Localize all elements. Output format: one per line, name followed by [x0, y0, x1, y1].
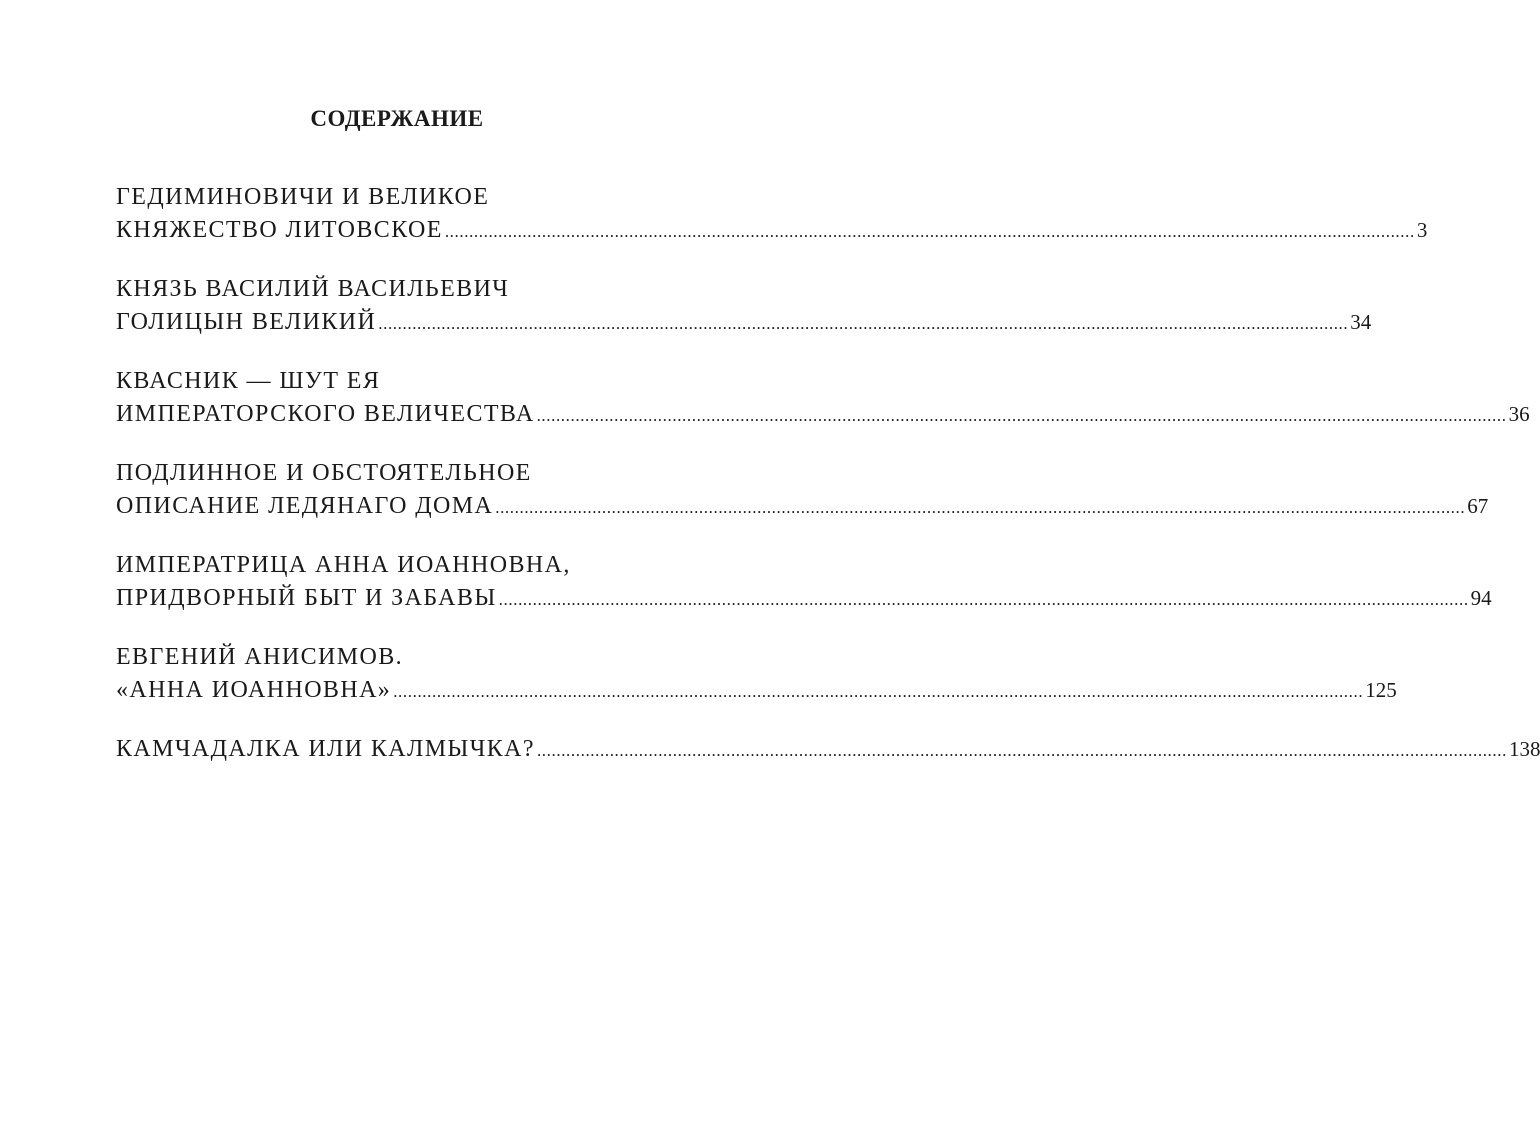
toc-entry[interactable]: [116, 181, 1428, 248]
toc-page-number: 3: [1416, 218, 1428, 242]
toc-entry[interactable]: [116, 549, 1492, 616]
toc-entry-title-line: КНЯЖЕСТВО ЛИТОВСКОЕ: [116, 217, 443, 243]
toc-entry-final-line: [116, 733, 1540, 767]
toc-page-number: 94: [1470, 586, 1492, 610]
toc-page-number: 34: [1350, 310, 1372, 334]
dot-leader: ........................................................................................................................................................................................................: [378, 314, 1349, 333]
toc-page-number: 67: [1467, 494, 1489, 518]
dot-leader: ........................................................................................................................................................................................................: [444, 222, 1415, 241]
toc-entry[interactable]: [116, 457, 1489, 524]
page-title: СОДЕРЖАНИЕ: [310, 106, 484, 131]
toc-entry-title-line: ЕВГЕНИЙ АНИСИМОВ.: [116, 644, 404, 670]
toc-page-number: 36: [1508, 402, 1530, 426]
table-of-contents: [116, 181, 1540, 792]
toc-entry-title-line: ОПИСАНИЕ ЛЕДЯНАГО ДОМА: [116, 493, 494, 519]
toc-page-number: 125: [1365, 678, 1397, 702]
toc-entry[interactable]: [116, 273, 1372, 340]
toc-entry-title-line: ПРИДВОРНЫЙ БЫТ И ЗАБАВЫ: [116, 585, 497, 611]
toc-entry-final-line: [116, 674, 1397, 708]
toc-entry-title-line: ПОДЛИННОЕ И ОБСТОЯТЕЛЬНОЕ: [116, 460, 532, 486]
dot-leader: ........................................................................................................................................................................................................: [536, 406, 1507, 425]
toc-entry[interactable]: [116, 733, 1540, 767]
toc-entry-title-line: ГЕДИМИНОВИЧИ И ВЕЛИКОЕ: [116, 184, 490, 210]
toc-entry-final-line: [116, 306, 1372, 340]
toc-entry-final-line: [116, 490, 1489, 524]
toc-entry[interactable]: [116, 365, 1530, 432]
toc-entry-title-line: КАМЧАДАЛКА ИЛИ КАЛМЫЧКА?: [116, 736, 535, 762]
toc-entry-final-line: [116, 214, 1428, 248]
dot-leader: ........................................................................................................................................................................................................: [498, 590, 1469, 609]
toc-entry-title-line: «АННА ИОАННОВНА»: [116, 677, 392, 703]
toc-entry-title-line: ИМПЕРАТРИЦА АННА ИОАННОВНА,: [116, 552, 571, 578]
toc-entry-title-line: ГОЛИЦЫН ВЕЛИКИЙ: [116, 309, 377, 335]
toc-entry-title-line: КВАСНИК — ШУТ ЕЯ: [116, 368, 381, 394]
toc-entry-final-line: [116, 398, 1530, 432]
toc-page-number: 138: [1508, 737, 1540, 761]
dot-leader: ........................................................................................................................................................................................................: [393, 682, 1364, 701]
toc-entry-title-line: КНЯЗЬ ВАСИЛИЙ ВАСИЛЬЕВИЧ: [116, 276, 510, 302]
toc-entry-title-line: ИМПЕРАТОРСКОГО ВЕЛИЧЕСТВА: [116, 401, 535, 427]
dot-leader: ........................................................................................................................................................................................................: [536, 741, 1507, 760]
toc-entry-final-line: [116, 582, 1492, 616]
dot-leader: ........................................................................................................................................................................................................: [495, 498, 1466, 517]
toc-entry[interactable]: [116, 641, 1397, 708]
